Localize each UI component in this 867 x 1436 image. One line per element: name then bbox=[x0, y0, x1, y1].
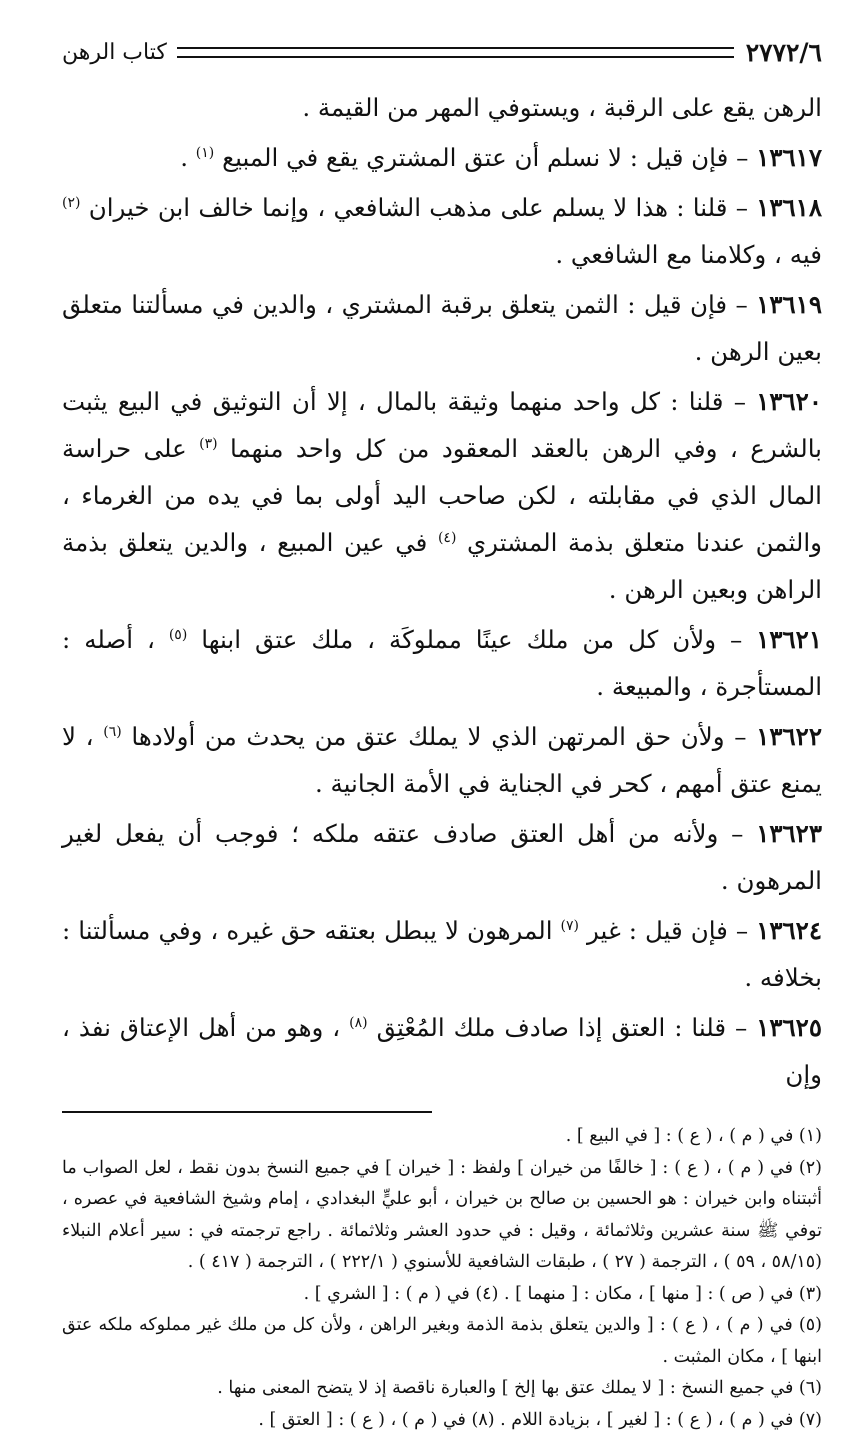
footnote-ref[interactable]: (٧) bbox=[561, 918, 579, 934]
paragraph-text: ، وهو من أهل الإعتاق نفذ ، وإن bbox=[62, 1013, 822, 1089]
paragraph-text: . bbox=[180, 143, 196, 172]
paragraph bbox=[62, 713, 822, 807]
paragraph bbox=[62, 1004, 822, 1098]
footnote-ref[interactable]: (٦) bbox=[103, 724, 121, 740]
footnote: (٦) في جميع النسخ : [ لا يملك عتق بها إلخ ] والعبارة ناقصة إذ لا يتضح المعنى منها . bbox=[62, 1373, 822, 1405]
paragraph-number: ١٣٦٢٥ bbox=[756, 1013, 822, 1042]
footnote: (٧) في ( م ) ، ( ع ) : [ لغير ] ، بزيادة اللام . (٨) في ( م ) ، ( ع ) : [ العتق ] . bbox=[62, 1405, 822, 1436]
paragraph-text: – قلنا : هذا لا يسلم على مذهب الشافعي ، وإنما خالف ابن خيران bbox=[89, 193, 748, 222]
book-title: كتاب الرهن bbox=[62, 40, 173, 65]
paragraph-number: ١٣٦١٧ bbox=[756, 143, 822, 172]
paragraph-number: ١٣٦٢٠ bbox=[756, 387, 822, 416]
footnotes bbox=[62, 1121, 822, 1436]
paragraph-text: ، أصله : المستأجرة ، والمبيعة . bbox=[62, 625, 822, 701]
footnote-ref[interactable]: (١) bbox=[196, 145, 214, 161]
paragraph bbox=[62, 616, 822, 710]
paragraph-number: ١٣٦١٩ bbox=[756, 290, 822, 319]
main-text bbox=[62, 84, 822, 1098]
page-header bbox=[62, 30, 822, 74]
paragraph bbox=[62, 281, 822, 375]
paragraph bbox=[62, 378, 822, 613]
document-page bbox=[62, 30, 822, 1436]
paragraph-text: – ولأن حق المرتهن الذي لا يملك عتق من يحدث من أولادها bbox=[131, 722, 746, 751]
paragraph-text: المرهون لا يبطل بعتقه حق غيره ، وفي مسألتنا : بخلافه . bbox=[62, 916, 822, 992]
opening-line: الرهن يقع على الرقبة ، ويستوفي المهر من القيمة . bbox=[62, 84, 822, 131]
paragraph-text: ، لا يمنع عتق أمهم ، كحر في الجناية في الأمة الجانية . bbox=[62, 722, 822, 798]
paragraph-text: – قلنا : كل واحد منهما وثيقة بالمال ، إلا أن التوثيق في البيع يثبت بالشرع ، وفي الرهن بالعقد المعقود من كل واحد منهما bbox=[62, 387, 822, 463]
footnote-ref[interactable]: (٨) bbox=[349, 1015, 367, 1031]
paragraph bbox=[62, 184, 822, 278]
header-double-rule bbox=[177, 47, 734, 58]
paragraph-text: – فإن قيل : لا نسلم أن عتق المشتري يقع في المبيع bbox=[222, 143, 748, 172]
footnote-ref[interactable]: (٢) bbox=[62, 195, 80, 211]
paragraph-text: على حراسة المال الذي في مقابلته ، لكن صاحب اليد أولى بما في يده من الغرماء ، والثمن عندنا متعلق بذمة المشتري bbox=[62, 434, 822, 557]
footnote-ref[interactable]: (٤) bbox=[438, 530, 456, 546]
paragraph-text: – ولأنه من أهل العتق صادف عتقه ملكه ؛ فوجب أن يفعل لغير المرهون . bbox=[62, 819, 822, 895]
paragraph-number: ١٣٦١٨ bbox=[756, 193, 822, 222]
paragraph bbox=[62, 134, 822, 181]
paragraph-text: – فإن قيل : الثمن يتعلق برقبة المشتري ، والدين في مسألتنا متعلق بعين الرهن . bbox=[62, 290, 822, 366]
footnote: (٣) في ( ص ) : [ منها ] ، مكان : [ منهما ] . (٤) في ( م ) : [ الشري ] . bbox=[62, 1279, 822, 1311]
page-number: ٢٧٧٢/٦ bbox=[738, 38, 822, 67]
paragraph bbox=[62, 810, 822, 904]
footnote: (٥) في ( م ) ، ( ع ) : [ والدين يتعلق بذمة الذمة وبغير الراهن ، ولأن كل من ملك غير مملوكه ملكه عتق ابنها ] ، مكان المثبت . bbox=[62, 1310, 822, 1373]
paragraph-number: ١٣٦٢١ bbox=[756, 625, 822, 654]
paragraph-number: ١٣٦٢٤ bbox=[756, 916, 822, 945]
paragraph-number: ١٣٦٢٢ bbox=[756, 722, 822, 751]
paragraph bbox=[62, 907, 822, 1001]
paragraph-text: في عين المبيع ، والدين يتعلق بذمة الراهن وبعين الرهن . bbox=[62, 528, 822, 604]
paragraph-text: – قلنا : العتق إذا صادف ملك المُعْتِق bbox=[377, 1013, 748, 1042]
footnote-separator bbox=[62, 1111, 432, 1113]
paragraph-text: – ولأن كل من ملك عينًا مملوكَة ، ملك عتق ابنها bbox=[201, 625, 742, 654]
footnote: (٢) في ( م ) ، ( ع ) : [ خالفًا من خيران ] ولفظ : [ خيران ] في جميع النسخ بدون نقط ، لعل الصواب ما أثبتناه وابن خيران : هو الحسين بن صالح بن خيران ، أبو عليٍّ البغدادي ، إمام وشيخ الشافعية في عصره ، توفي ﷺ سنة عشرين وثلاثمائة ، وقيل : في حدود العشر وثلاثمائة . راجع ترجمته في : سير أعلام النبلاء (٥٨/١٥ ، ٥٩ ) ، الترجمة ( ٢٧ ) ، طبقات الشافعية للأسنوي ( ٢٢٢/١ ) ، الترجمة ( ٤١٧ ) . bbox=[62, 1153, 822, 1279]
footnote-ref[interactable]: (٣) bbox=[199, 436, 217, 452]
paragraph-text: – فإن قيل : غير bbox=[587, 916, 748, 945]
footnote-ref[interactable]: (٥) bbox=[169, 627, 187, 643]
footnote: (١) في ( م ) ، ( ع ) : [ في البيع ] . bbox=[62, 1121, 822, 1153]
paragraph-text: فيه ، وكلامنا مع الشافعي . bbox=[555, 240, 822, 269]
paragraph-number: ١٣٦٢٣ bbox=[756, 819, 822, 848]
